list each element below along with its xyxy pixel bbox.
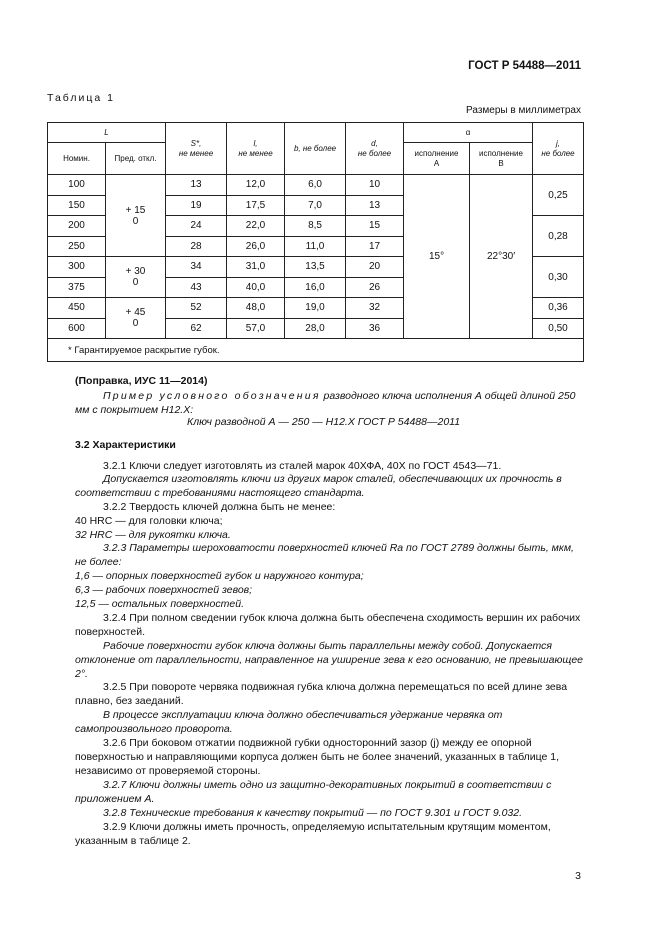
table-footnote: * Гарантируемое раскрытие губок. [48,339,584,362]
section-title: 3.2 Характеристики [75,439,176,451]
table-units: Размеры в миллиметрах [466,105,581,116]
paragraph: 3.2.7 Ключи должны иметь одно из защитно-декоративных покрытий в соответствии с приложением А. [75,779,552,805]
header-d: d, не более [346,123,404,175]
j-cell: 0,50 [533,318,584,339]
alpha-a-cell: 15° [404,175,470,339]
table-caption: Таблица 1 [47,92,115,104]
deviation-cell: + 45 0 [106,298,166,339]
paragraph: 3.2.5 При повороте червяка подвижная губка ключа должна перемещаться по всей длине зева плавно, без заеданий. [75,681,568,707]
header-exec-b: исполнение В [470,143,533,175]
j-cell: 0,28 [533,216,584,257]
paragraph: 3.2.8 Технические требования к качеству покрытий — по ГОСТ 9.301 и ГОСТ 9.032. [103,807,523,819]
example-paragraph: Пример условного обозначения разводного ключа исполнения А общей длиной 250 мм с покрытием Н12.Х: [75,390,576,416]
header-b: b, не более [285,123,346,175]
table-row: 600 62 57,0 28,0 36 0,50 [48,318,584,339]
alpha-b-cell: 22°30′ [470,175,533,339]
paragraph: 12,5 — остальных поверхностей. [75,598,244,610]
paragraph: 3.2.4 При полном сведении губок ключа должна быть обеспечена сходимость вершин их рабочих поверхностей. [75,612,581,638]
paragraph: 3.2.3 Параметры шероховатости поверхностей ключей Ra по ГОСТ 2789 должны быть, мкм, не более: [75,542,574,568]
header-alpha: α [404,123,533,143]
paragraph: 3.2.9 Ключи должны иметь прочность, определяемую испытательным крутящим моментом, указанным в таблице 2. [75,821,551,847]
table-row: 450 + 45 0 52 48,0 19,0 32 0,36 [48,298,584,319]
designation-example: Ключ разводной А — 250 — Н12.Х ГОСТ Р 54488—2011 [187,416,461,428]
amendment-title: (Поправка, ИУС 11—2014) [75,375,208,387]
paragraph: Рабочие поверхности губок ключа должны быть параллельны между собой. Допускается отклонение от параллельности, направленное на уширение зева к его основанию, не превышающее 2°. [75,640,583,680]
paragraph: Допускается изготовлять ключи из других марок сталей, обеспечивающих их прочность в соответствии с требованиями настоящего стандарта. [75,473,562,499]
header-L: L [48,123,166,143]
j-cell: 0,30 [533,257,584,298]
deviation-cell: + 30 0 [106,257,166,298]
j-cell: 0,25 [533,175,584,216]
table-row: 100 + 15 0 13 12,0 6,0 10 15° 22°30′ 0,25 [48,175,584,196]
paragraph: 3.2.2 Твердость ключей должна быть не менее: [103,501,336,513]
paragraph: 6,3 — рабочих поверхностей зевов; [75,584,253,596]
table-row: 250 28 26,0 11,0 17 [48,236,584,257]
paragraph: В процессе эксплуатации ключа должно обеспечиваться удержание червяка от самопроизвольного проворота. [75,709,503,735]
page-number: 3 [575,870,581,882]
header-j: j, не более [533,123,584,175]
header-l: l, не менее [227,123,285,175]
dimensions-table [47,122,584,362]
header-dev: Пред. откл. [106,143,166,175]
table-row: 300 + 30 0 34 31,0 13,5 20 0,30 [48,257,584,278]
table-row: 375 43 40,0 16,0 26 [48,277,584,298]
paragraph: 3.2.6 При боковом отжатии подвижной губки односторонний зазор (j) между ее опорной поверхностью и направляющими корпуса должен быть не более значений, указанных в таблице 1, независимо от проверяемой стороны. [75,737,560,777]
paragraph: 1,6 — опорных поверхностей губок и наружного контура; [75,570,364,582]
header-S: S*, не менее [166,123,227,175]
paragraph: 32 HRC — для рукоятки ключа. [75,529,231,541]
header-nom: Номин. [48,143,106,175]
table-row: 200 24 22,0 8,5 15 0,28 [48,216,584,237]
paragraph: 40 HRC — для головки ключа; [75,515,223,527]
table-row: 150 19 17,5 7,0 13 [48,195,584,216]
standard-number: ГОСТ Р 54488—2011 [468,60,581,72]
deviation-cell: + 15 0 [106,175,166,257]
paragraph: 3.2.1 Ключи следует изготовлять из сталей марок 40ХФА, 40Х по ГОСТ 4543—71. [103,460,502,472]
header-exec-a: исполнение А [404,143,470,175]
j-cell: 0,36 [533,298,584,319]
